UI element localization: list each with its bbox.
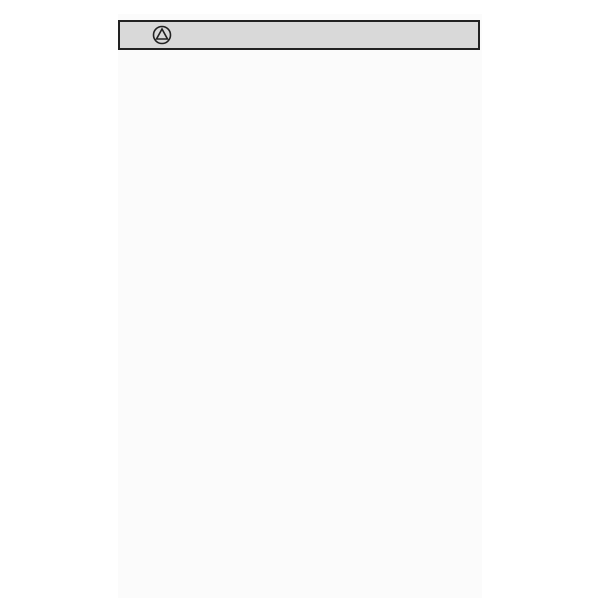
page-header	[118, 20, 480, 50]
triangle-in-circle-icon	[152, 25, 172, 45]
toc-page	[118, 14, 482, 598]
